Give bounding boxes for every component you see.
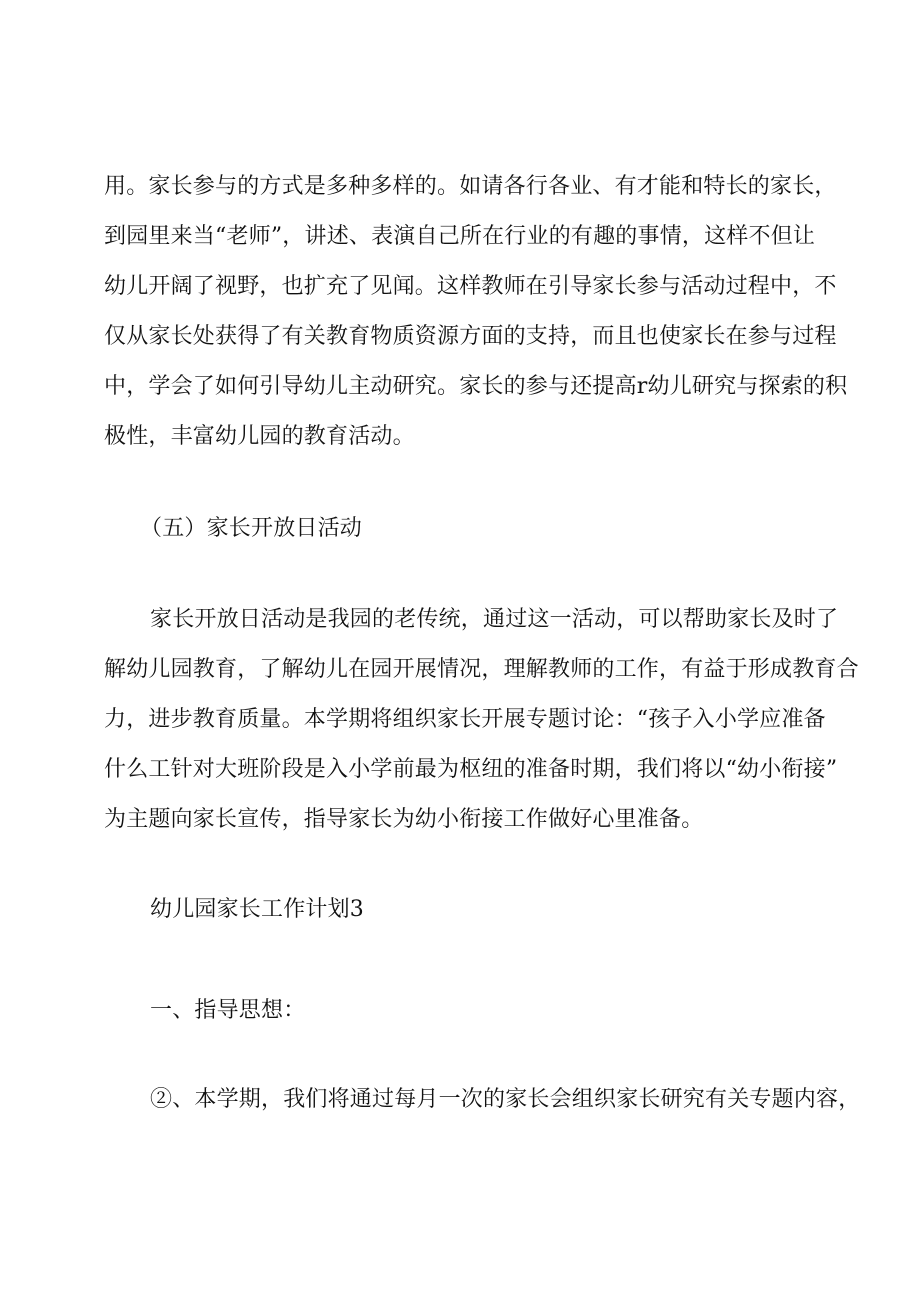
paragraph-line: 家长开放日活动是我园的老传统，通过这一活动，可以帮助家长及时了 (150, 607, 839, 632)
plan-title: 幼儿园家长工作计划3 (150, 897, 364, 922)
paragraph-line: 用。家长参与的方式是多种多样的。如请各行各业、有才能和特长的家长， (104, 174, 837, 199)
paragraph-line: 为主题向家长宣传，指导家长为幼小衔接工作做好心里准备。 (104, 807, 704, 832)
paragraph-line: 到园里来当“老师”，讲述、表演自己所在行业的有趣的事情，这样不但让 (104, 224, 816, 249)
paragraph-line: 幼儿开阔了视野，也扩充了见闻。这样教师在引导家长参与活动过程中，不 (104, 274, 837, 299)
paragraph-line: 仅从家长处获得了有关教育物质资源方面的支持，而且也使家长在参与过程 (104, 324, 837, 349)
paragraph-line: 解幼儿园教育，了解幼儿在园开展情况，理解教师的工作，有益于形成教育合 (104, 657, 859, 682)
paragraph-line: 极性，丰富幼儿园的教育活动。 (104, 424, 415, 449)
list-item: ②、本学期，我们将通过每月一次的家长会组织家长研究有关专题内容， (150, 1087, 861, 1112)
paragraph-line: 中，学会了如何引导幼儿主动研究。家长的参与还提高r幼儿研究与探索的积 (104, 374, 848, 399)
paragraph-line: 什么工针对大班阶段是入小学前最为枢纽的准备时期，我们将以“幼小衔接” (104, 757, 838, 782)
section-heading: 一、指导思想： (150, 998, 306, 1023)
section-heading: （五）家长开放日活动 (140, 516, 363, 541)
paragraph-line: 力，进步教育质量。本学期将组织家长开展专题讨论：“孩子入小学应准备 (104, 707, 826, 732)
